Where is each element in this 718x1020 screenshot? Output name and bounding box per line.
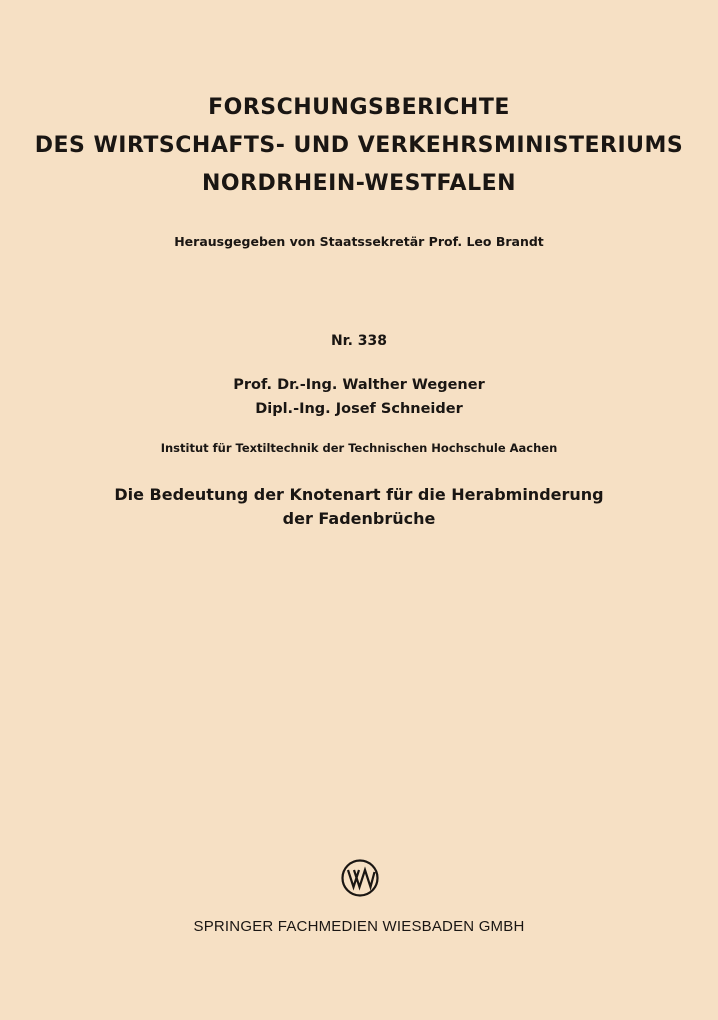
volume-number: Nr. 338 [330,333,388,349]
book-title-line-1: Die Bedeutung der Knotenart für die Herabminderung [114,485,604,504]
series-title-line-2: DES WIRTSCHAFTS- UND VERKEHRSMINISTERIUMS [34,133,684,158]
series-title-line-3: NORDRHEIN-WESTFALEN [201,171,517,196]
series-editor: Herausgegeben von Staatssekretär Prof. Leo Brandt [174,234,544,249]
author-1: Prof. Dr.-Ing. Walther Wegener [233,377,485,393]
book-title-line-2: der Fadenbrüche [282,509,436,528]
author-2: Dipl.-Ing. Josef Schneider [255,401,463,417]
springer-vw-logo-icon [340,858,380,898]
series-title-line-1: FORSCHUNGSBERICHTE [208,95,510,120]
publisher-name: SPRINGER FACHMEDIEN WIESBADEN GMBH [193,918,525,935]
institute: Institut für Textiltechnik der Technischen Hochschule Aachen [160,441,558,455]
